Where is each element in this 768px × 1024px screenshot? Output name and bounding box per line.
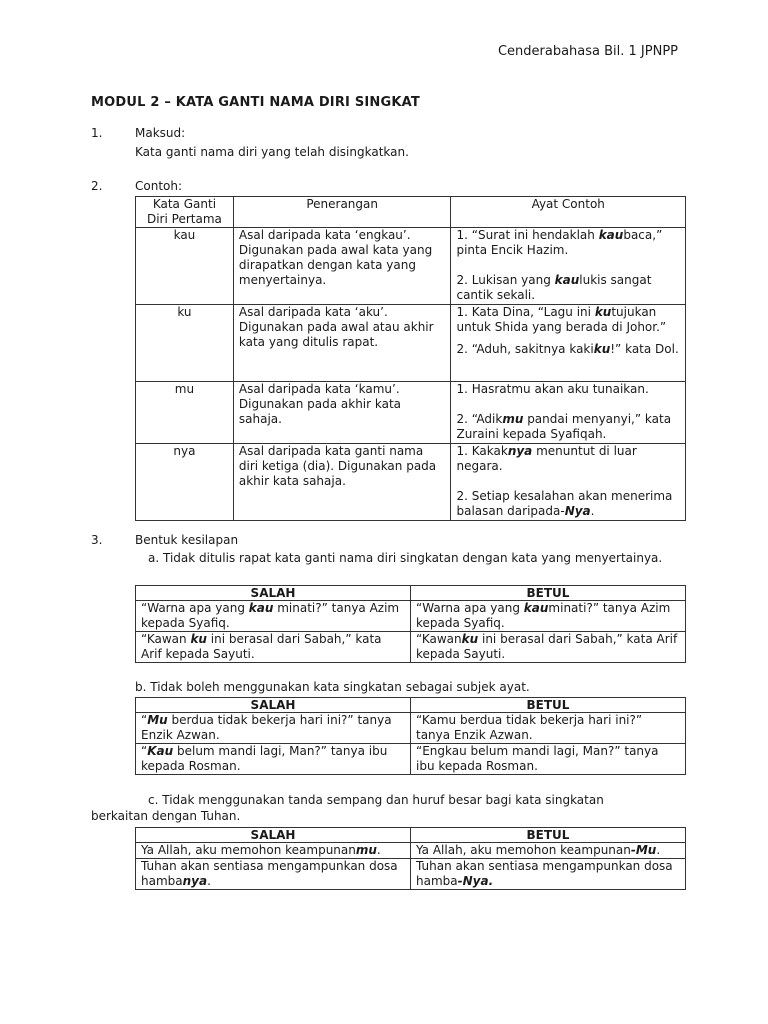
kata-cell: mu: [136, 382, 234, 444]
betul-cell: “Engkau belum mandi lagi, Man?” tanya ibu kepada Rosman.: [411, 744, 686, 775]
ayat-cell: [451, 382, 686, 444]
comparison-table-b: [135, 697, 686, 775]
example-sentence: 1. “Surat ini hendaklah kaubaca,” pinta Encik Hazim.: [456, 228, 663, 257]
salah-cell: “Warna apa yang kau minati?” tanya Azim kepada Syafiq.: [136, 601, 411, 632]
salah-cell: “Kau belum mandi lagi, Man?” tanya ibu kepada Rosman.: [136, 744, 411, 775]
column-header: Kata Ganti Diri Pertama: [136, 197, 234, 228]
table-row: [136, 744, 686, 775]
examples-table-header: [136, 197, 686, 228]
ayat-cell: [451, 228, 686, 305]
table-row: [136, 228, 686, 305]
ayat-cell: [451, 305, 686, 382]
section-2-heading: Contoh:: [135, 179, 183, 193]
betul-header: BETUL: [411, 698, 686, 713]
comparison-table-a: [135, 585, 686, 663]
comparison-table-c: [135, 827, 686, 890]
kata-cell: kau: [136, 228, 234, 305]
column-header: Penerangan: [233, 197, 451, 228]
table-row: [136, 444, 686, 521]
betul-cell: “Kamu berdua tidak bekerja hari ini?” tanya Enzik Azwan.: [411, 713, 686, 744]
penerangan-cell: Asal daripada kata ganti nama diri ketiga (dia). Digunakan pada akhir kata sahaja.: [233, 444, 451, 521]
betul-cell: Ya Allah, aku memohon keampunan-Mu.: [411, 843, 686, 859]
betul-cell: “Warna apa yang kauminati?” tanya Azim kepada Syafiq.: [411, 601, 686, 632]
salah-cell: “Mu berdua tidak bekerja hari ini?” tanya Enzik Azwan.: [136, 713, 411, 744]
kata-cell: ku: [136, 305, 234, 382]
example-sentence: 1. Kakaknya menuntut di luar negara.: [456, 444, 637, 473]
example-sentence: 2. “Aduh, sakitnya kakiku!” kata Dol.: [456, 342, 679, 356]
salah-cell: Tuhan akan sentiasa mengampunkan dosa hambanya.: [136, 859, 411, 890]
table-row: [136, 843, 686, 859]
section-3-heading: Bentuk kesilapan: [135, 533, 239, 547]
betul-cell: Tuhan akan sentiasa mengampunkan dosa hamba-Nya.: [411, 859, 686, 890]
salah-header: SALAH: [136, 698, 411, 713]
example-sentence: 2. Lukisan yang kaulukis sangat cantik sekali.: [456, 273, 652, 302]
example-sentence: 1. Kata Dina, “Lagu ini kutujukan untuk Shida yang berada di Johor.”: [456, 305, 667, 334]
section-2-number: 2.: [91, 179, 103, 193]
table-row: [136, 859, 686, 890]
error-c-text: c. Tidak menggunakan tanda sempang dan huruf besar bagi kata singkatan: [148, 793, 604, 807]
section-1-number: 1.: [91, 126, 103, 140]
section-1-text: Kata ganti nama diri yang telah disingkatkan.: [135, 145, 409, 159]
betul-header: BETUL: [411, 586, 686, 601]
comparison-header: [136, 698, 686, 713]
example-sentence: 2. “Adikmu pandai menyanyi,” kata Zuraini kepada Syafiqah.: [456, 412, 672, 441]
betul-header: BETUL: [411, 828, 686, 843]
section-1-heading: Maksud:: [135, 126, 186, 140]
penerangan-cell: Asal daripada kata ‘aku’. Digunakan pada awal atau akhir kata yang ditulis rapat.: [233, 305, 451, 382]
example-sentence: 2. Setiap kesalahan akan menerima balasan daripada-Nya.: [456, 489, 673, 518]
table-row: [136, 305, 686, 382]
section-3-number: 3.: [91, 533, 103, 547]
table-row: [136, 713, 686, 744]
comparison-header: [136, 828, 686, 843]
table-row: [136, 632, 686, 663]
examples-table: [135, 196, 686, 521]
penerangan-cell: Asal daripada kata ‘kamu’. Digunakan pada akhir kata sahaja.: [233, 382, 451, 444]
salah-cell: “Kawan ku ini berasal dari Sabah,” kata Arif kepada Sayuti.: [136, 632, 411, 663]
ayat-cell: [451, 444, 686, 521]
error-b-text: b. Tidak boleh menggunakan kata singkatan sebagai subjek ayat.: [135, 680, 530, 694]
salah-header: SALAH: [136, 828, 411, 843]
error-c-text-continued: berkaitan dengan Tuhan.: [91, 809, 241, 823]
column-header: Ayat Contoh: [451, 197, 686, 228]
example-sentence: 1. Hasratmu akan aku tunaikan.: [456, 382, 649, 396]
salah-cell: Ya Allah, aku memohon keampunanmu.: [136, 843, 411, 859]
penerangan-cell: Asal daripada kata ‘engkau’. Digunakan pada awal kata yang dirapatkan dengan kata yang menyertainya.: [233, 228, 451, 305]
betul-cell: “Kawanku ini berasal dari Sabah,” kata Arif kepada Sayuti.: [411, 632, 686, 663]
table-row: [136, 382, 686, 444]
module-title: MODUL 2 – KATA GANTI NAMA DIRI SINGKAT: [91, 95, 420, 110]
salah-header: SALAH: [136, 586, 411, 601]
header-reference: Cenderabahasa Bil. 1 JPNPP: [497, 44, 678, 59]
table-row: [136, 601, 686, 632]
kata-cell: nya: [136, 444, 234, 521]
comparison-header: [136, 586, 686, 601]
error-a-text: a. Tidak ditulis rapat kata ganti nama diri singkatan dengan kata yang menyertainya.: [148, 551, 663, 565]
